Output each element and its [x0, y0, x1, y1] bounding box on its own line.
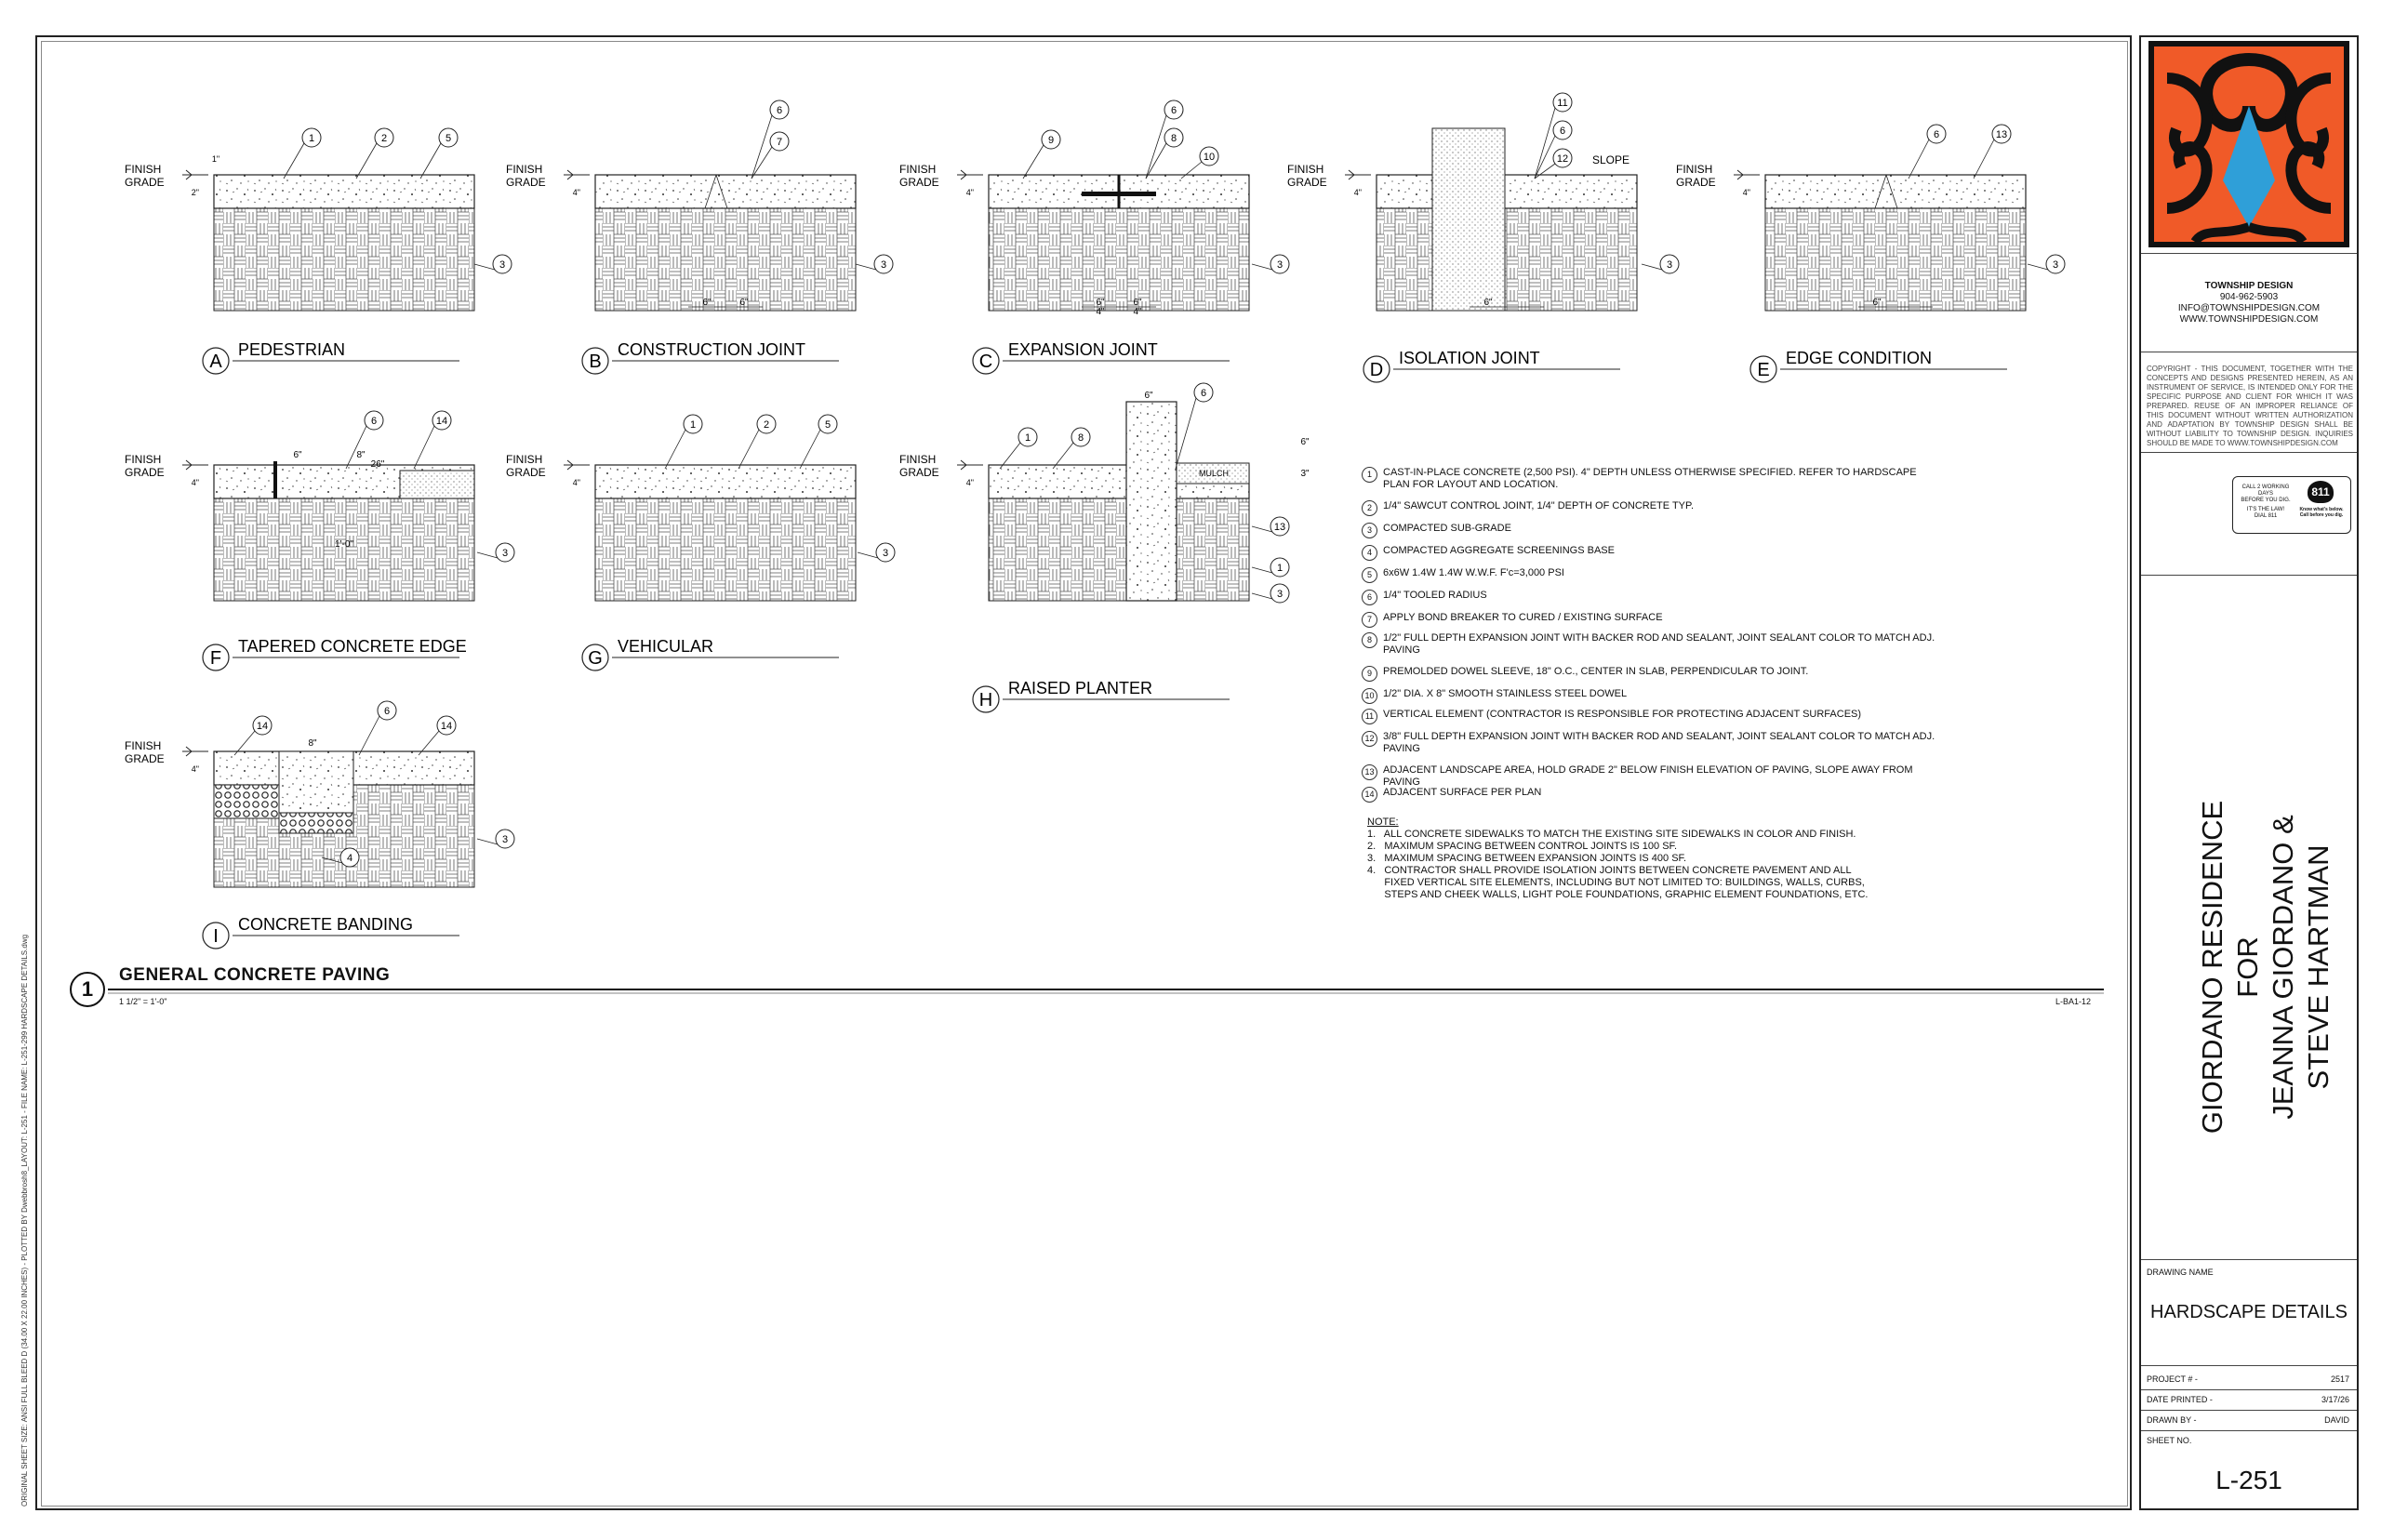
keynote-item: [1362, 666, 1957, 682]
project-title-line: JEANNA GIORDANO &: [2267, 815, 2299, 1120]
vertical-element: [1432, 128, 1505, 311]
leader-line: [752, 115, 772, 179]
subgrade-hatch: [595, 208, 856, 311]
keynote-text: 1/2" FULL DEPTH EXPANSION JOINT WITH BACKER ROD AND SEALANT, JOINT SEALANT COLOR TO MATCH ADJ. PAVING: [1383, 632, 1935, 656]
keynote-item: [1362, 545, 1957, 561]
callout-number: 13: [1995, 129, 2008, 140]
leader-line: [738, 430, 759, 469]
keynote-number: 2: [1362, 500, 1377, 516]
main-detail-ref: L-BA1-12: [2055, 997, 2092, 1006]
main-detail-number: 1: [81, 977, 94, 1001]
concrete-slab: [1377, 175, 1637, 208]
subgrade-hatch: [989, 208, 1249, 311]
dimension-label: 6": [1144, 391, 1153, 401]
subgrade-hatch: [1765, 208, 2026, 311]
keynote-item: [1362, 523, 1957, 538]
callout-number: 2: [380, 133, 388, 144]
leader-line: [752, 147, 772, 179]
dimension-label: 6": [293, 450, 302, 460]
keynote-number: 11: [1362, 709, 1377, 724]
firm-email: INFO@TOWNSHIPDESIGN.COM: [2177, 303, 2321, 313]
callout-number: 6: [1559, 126, 1566, 137]
finish-grade-label: GRADE: [506, 176, 546, 189]
keynote-item: [1362, 500, 1957, 516]
callout-number: 6: [1170, 105, 1177, 116]
leader-line: [858, 552, 878, 558]
callout-number: 3: [882, 548, 889, 559]
callout-number: 1: [1276, 563, 1284, 574]
call-811-box: [2232, 476, 2351, 534]
dimension-label: 1": [211, 154, 220, 164]
detail-letter: G: [588, 648, 603, 669]
keynote-item: [1362, 764, 1957, 789]
finish-grade-label: GRADE: [899, 466, 939, 479]
sheet-no: L-251: [2215, 1466, 2282, 1494]
finish-grade-label: GRADE: [125, 176, 165, 189]
main-detail-scale: 1 1/2" = 1'-0": [119, 997, 167, 1006]
leader-line: [665, 430, 685, 469]
leader-line: [356, 143, 377, 179]
finish-grade-label: GRADE: [125, 752, 165, 765]
callout-number: 1: [689, 419, 697, 431]
leader-line: [414, 426, 434, 469]
keynote-text: 1/4" SAWCUT CONTROL JOINT, 1/4" DEPTH OF CONCRETE TYP.: [1383, 500, 1694, 511]
callout-number: 3: [880, 259, 887, 271]
detail-title: PEDESTRIAN: [238, 340, 346, 359]
drawing-name: HARDSCAPE DETAILS: [2150, 1302, 2348, 1322]
title-block: [2139, 35, 2359, 1510]
general-note-item: 3. MAXIMUM SPACING BETWEEN EXPANSION JOINTS IS 400 SF.: [1367, 853, 1687, 864]
drawing-name-label: DRAWING NAME: [2147, 1268, 2214, 1277]
detail-title: RAISED PLANTER: [1008, 679, 1153, 697]
keynote-text: 1/2" DIA. X 8" SMOOTH STAINLESS STEEL DOWEL: [1383, 688, 1628, 699]
callout-number: 1: [308, 133, 315, 144]
detail-h: [899, 383, 1310, 712]
leader-line: [2028, 264, 2048, 270]
concrete-slab: [595, 465, 856, 498]
keynote-text: CAST-IN-PLACE CONCRETE (2,500 PSI). 4" DEPTH UNLESS OTHERWISE SPECIFIED. REFER TO HARDSCAPE PLAN FOR LAYOUT AND LOCATION.: [1383, 467, 1917, 490]
keynote-number: 1: [1362, 467, 1377, 483]
keynote-number: 5: [1362, 567, 1377, 583]
detail-title: CONCRETE BANDING: [238, 915, 414, 934]
finish-grade-label: FINISH: [506, 453, 543, 466]
callout-number: 10: [1203, 152, 1216, 163]
leader-line: [1176, 398, 1196, 469]
leader-line: [1252, 567, 1272, 573]
keynote-number: 8: [1362, 632, 1377, 648]
finish-grade-label: FINISH: [1287, 163, 1324, 176]
callout-number: 2: [763, 419, 770, 431]
detail-letter: A: [209, 352, 222, 372]
general-note-item: 1. ALL CONCRETE SIDEWALKS TO MATCH THE EXISTING SITE SIDEWALKS IN COLOR AND FINISH.: [1367, 829, 1856, 840]
plot-info-note: ORIGINAL SHEET SIZE: ANSI FULL BLEED D (34.00 X 22.00 INCHES) - PLOTTED BY Dwebbrosh8_LAYOUT: L-251 - FILE NAME: L-251-299 HARDSCAPE DETAILS.dwg: [20, 934, 29, 1507]
project-no: 2517: [2330, 1374, 2349, 1384]
callout-number: 3: [501, 834, 509, 845]
leader-line: [346, 426, 366, 469]
keynote-number: 6: [1362, 590, 1377, 605]
leader-line: [474, 264, 495, 270]
keynote-item: [1362, 567, 1957, 583]
callout-number: 3: [2052, 259, 2059, 271]
detail-title: EDGE CONDITION: [1786, 349, 1933, 367]
detail-g: [506, 415, 895, 670]
general-notes-heading: NOTE:: [1367, 816, 1399, 828]
finish-grade-label: GRADE: [899, 176, 939, 189]
leader-line: [1252, 526, 1272, 532]
leader-line: [1146, 143, 1166, 179]
general-note-item: 2. MAXIMUM SPACING BETWEEN CONTROL JOINTS IS 100 SF.: [1367, 841, 1678, 852]
callout-number: 1: [1024, 432, 1031, 444]
call811-line2: BEFORE YOU DIG.: [2241, 498, 2291, 503]
firm-phone: 904-962-5903: [2219, 292, 2279, 302]
callout-number: 4: [346, 853, 353, 864]
callout-number: 5: [824, 419, 831, 431]
callout-number: 9: [1047, 135, 1055, 146]
leader-line: [359, 716, 379, 755]
project-title-line: FOR: [2231, 936, 2264, 998]
detail-a: [125, 128, 512, 374]
subgrade-hatch: [214, 498, 474, 601]
callout-number: 5: [445, 133, 452, 144]
callout-number: 6: [370, 416, 378, 427]
keynote-number: 4: [1362, 545, 1377, 561]
callout-number: 8: [1170, 133, 1177, 144]
general-note-item: FIXED VERTICAL SITE ELEMENTS, INCLUDING BUT NOT LIMITED TO: BUILDINGS, WALLS, CURBS,: [1367, 877, 1865, 888]
finish-grade-label: GRADE: [125, 466, 165, 479]
dimension-label: 6": [1133, 298, 1142, 308]
firm-website: WWW.TOWNSHIPDESIGN.COM: [2179, 314, 2319, 325]
date-printed: 3/17/26: [2321, 1395, 2349, 1404]
keynote-number: 7: [1362, 612, 1377, 628]
subgrade-hatch: [1377, 208, 1637, 311]
finish-grade-label: FINISH: [1676, 163, 1713, 176]
firm-name: TOWNSHIP DESIGN: [2204, 281, 2294, 291]
keynote-number: 9: [1362, 666, 1377, 682]
call811-line3: IT'S THE LAW!: [2246, 507, 2285, 512]
dimension-label: 2": [191, 188, 199, 197]
callout-number: 14: [440, 721, 453, 732]
detail-i: [125, 701, 514, 949]
main-detail-title: GENERAL CONCRETE PAVING: [119, 965, 391, 985]
leader-line: [1146, 115, 1166, 179]
concrete-slab: [214, 175, 474, 208]
keynote-text: VERTICAL ELEMENT (CONTRACTOR IS RESPONSIBLE FOR PROTECTING ADJACENT SURFACES): [1383, 709, 1862, 720]
callout-number: 3: [499, 259, 506, 271]
callout-number: 11: [1557, 98, 1568, 109]
dimension-label: 6": [1096, 298, 1105, 308]
keynote-text: 6x6W 1.4W 1.4W W.W.F. F'c=3,000 PSI: [1383, 567, 1564, 578]
keynote-text: ADJACENT LANDSCAPE AREA, HOLD GRADE 2" BELOW FINISH ELEVATION OF PAVING, SLOPE AWAY FROM PAVING: [1383, 764, 1913, 788]
callout-number: 3: [1276, 259, 1284, 271]
keynote-item: [1362, 612, 1957, 628]
leader-line: [856, 264, 876, 270]
project-title: [2195, 781, 2336, 1153]
callout-number: 14: [256, 721, 269, 732]
call811-tag1: Know what's below.: [2299, 507, 2344, 512]
detail-letter: F: [209, 648, 222, 669]
callout-number: 3: [1666, 259, 1673, 271]
finish-grade-label: GRADE: [506, 466, 546, 479]
leader-line: [477, 839, 498, 844]
keynote-text: 1/4" TOOLED RADIUS: [1383, 590, 1487, 601]
dimension-label: 6": [1300, 437, 1310, 447]
dimension-label: 4": [965, 188, 974, 197]
callout-number: 7: [776, 137, 783, 148]
keynote-number: 10: [1362, 688, 1377, 704]
subgrade-hatch: [989, 498, 1249, 601]
call811-tag2: Call before you dig.: [2299, 512, 2344, 518]
callout-number: 6: [1200, 388, 1207, 399]
keynote-number: 13: [1362, 764, 1377, 780]
callout-number: 12: [1556, 153, 1569, 165]
callout-number: 6: [383, 706, 391, 717]
detail-title: EXPANSION JOINT: [1008, 340, 1158, 359]
leader-line: [1023, 145, 1044, 179]
general-note-item: STEPS AND CHEEK WALLS, LIGHT POLE FOUNDATIONS, GRAPHIC ELEMENT FOUNDATIONS, ETC.: [1367, 889, 1869, 900]
keynote-text: 3/8" FULL DEPTH EXPANSION JOINT WITH BACKER ROD AND SEALANT, JOINT SEALANT COLOR TO MATCH ADJ. PAVING: [1383, 731, 1935, 754]
dimension-label: 6": [739, 298, 749, 308]
sheet-no-label: SHEET NO.: [2147, 1436, 2192, 1445]
subgrade-hatch: [214, 208, 474, 311]
dimension-label: 4": [1742, 188, 1750, 197]
finish-grade-label: FINISH: [899, 163, 937, 176]
callout-number: 3: [501, 548, 509, 559]
dimension-label: 6": [702, 298, 712, 308]
dimension-label: 4": [1133, 307, 1142, 317]
general-notes: [1367, 816, 1868, 901]
dimension-label: 4": [965, 478, 974, 487]
dimension-label: 4": [191, 764, 199, 774]
leader-line: [1974, 139, 1994, 179]
project-title-line: STEVE HARTMAN: [2302, 844, 2334, 1090]
project-no-label: PROJECT # -: [2147, 1374, 2198, 1384]
callout-number: 3: [1276, 589, 1284, 600]
detail-title: ISOLATION JOINT: [1399, 349, 1540, 367]
callout-number: 6: [1933, 129, 1940, 140]
leader-line: [1252, 264, 1272, 270]
keynote-text: ADJACENT SURFACE PER PLAN: [1383, 787, 1542, 798]
detail-letter: H: [978, 690, 993, 710]
dimension-label: 4": [191, 478, 199, 487]
dimension-label: 4": [572, 188, 580, 197]
finish-grade-label: GRADE: [1287, 176, 1327, 189]
detail-letter: C: [978, 352, 993, 372]
keynote-number: 12: [1362, 731, 1377, 747]
detail-title: VEHICULAR: [618, 637, 714, 656]
dimension-label: 4": [1096, 307, 1105, 317]
dimension-label: 6": [1483, 298, 1493, 308]
drawn-by: DAVID: [2324, 1415, 2349, 1425]
dimension-label: 1'-0": [335, 539, 353, 550]
keynote-text: APPLY BOND BREAKER TO CURED / EXISTING SURFACE: [1383, 612, 1663, 623]
call811-line4: DIAL 811: [2254, 513, 2278, 519]
mulch-label: MULCH: [1199, 469, 1230, 478]
slope-label: SLOPE: [1592, 153, 1630, 166]
dimension-label: 4": [572, 478, 580, 487]
finish-grade-label: FINISH: [125, 163, 162, 176]
dimension-label: 3": [1300, 469, 1310, 479]
keynote-item: [1362, 731, 1957, 755]
leader-line: [1535, 108, 1555, 179]
call-811-badge-icon: 811: [2308, 481, 2334, 503]
subgrade-hatch: [595, 498, 856, 601]
keynote-item: [1362, 709, 1957, 724]
project-title-line: GIORDANO RESIDENCE: [2196, 800, 2228, 1135]
detail-title: CONSTRUCTION JOINT: [618, 340, 805, 359]
detail-f: [125, 411, 514, 670]
finish-grade-label: FINISH: [899, 453, 937, 466]
keynote-item: [1362, 688, 1957, 704]
callout-number: 6: [776, 105, 783, 116]
dimension-label: 4": [1353, 188, 1362, 197]
call811-line1: CALL 2 WORKING DAYS: [2241, 485, 2290, 497]
leader-line: [284, 143, 304, 179]
finish-grade-label: FINISH: [506, 163, 543, 176]
copyright-note: COPYRIGHT - THIS DOCUMENT, TOGETHER WITH THE CONCEPTS AND DESIGNS PRESENTED HEREIN, AS AN INSTRUMENT OF SERVICE, IS INTENDED ONLY FOR THE SPECIFIC PURPOSE AND CLIENT FOR WHICH IT WAS PREPARED. REUSE OF AN IMPROPER RELIANCE OF THIS DOCUMENT WITHOUT WRITTEN AUTHORIZATION AND ADAPTATION BY TOWNSHIP DESIGN SHALL BE WITHOUT LIABILITY TO TOWNSHIP DESIGN. INQUIRIES SHOULD BE MADE TO WWW.TOWNSHIPDESIGN.COM: [2147, 365, 2353, 447]
leader-line: [420, 143, 441, 179]
detail-letter: E: [1757, 360, 1770, 380]
keynote-text: COMPACTED AGGREGATE SCREENINGS BASE: [1383, 545, 1615, 556]
detail-b: [506, 100, 893, 374]
callout-number: 13: [1273, 522, 1286, 533]
firm-logo: [2148, 41, 2349, 247]
dimension-label: 26": [370, 459, 385, 470]
date-printed-label: DATE PRINTED -: [2147, 1395, 2213, 1404]
detail-d: [1287, 93, 1679, 382]
dimension-label: 8": [356, 450, 366, 460]
finish-grade-label: GRADE: [1676, 176, 1716, 189]
general-note-item: 4. CONTRACTOR SHALL PROVIDE ISOLATION JOINTS BETWEEN CONCRETE PAVEMENT AND ALL: [1367, 865, 1852, 876]
detail-letter: D: [1369, 360, 1384, 380]
keynote-item: [1362, 467, 1957, 491]
dimension-label: 6": [1872, 298, 1882, 308]
detail-letter: B: [589, 352, 602, 372]
leader-line: [800, 430, 820, 469]
keynote-number: 14: [1362, 787, 1377, 803]
keynote-item: [1362, 632, 1957, 657]
drawn-by-label: DRAWN BY -: [2147, 1415, 2197, 1425]
leader-line: [1909, 139, 1929, 179]
leader-line: [1252, 593, 1272, 599]
leader-line: [1642, 264, 1662, 270]
keynote-item: [1362, 590, 1957, 605]
keynote-text: COMPACTED SUB-GRADE: [1383, 523, 1511, 534]
callout-number: 8: [1077, 432, 1084, 444]
detail-c: [899, 100, 1289, 374]
detail-title: TAPERED CONCRETE EDGE: [238, 637, 467, 656]
firm-logo-icon: [2148, 41, 2349, 247]
detail-letter: I: [213, 926, 219, 947]
keynote-item: [1362, 787, 1957, 803]
finish-grade-label: FINISH: [125, 453, 162, 466]
planter-wall: [1126, 402, 1177, 601]
leader-line: [477, 552, 498, 558]
detail-e: [1676, 125, 2065, 382]
dimension-label: 8": [308, 738, 317, 749]
finish-grade-label: FINISH: [125, 739, 162, 752]
callout-number: 14: [435, 416, 448, 427]
keynote-number: 3: [1362, 523, 1377, 538]
keynote-text: PREMOLDED DOWEL SLEEVE, 18" O.C., CENTER IN SLAB, PERPENDICULAR TO JOINT.: [1383, 666, 1809, 677]
